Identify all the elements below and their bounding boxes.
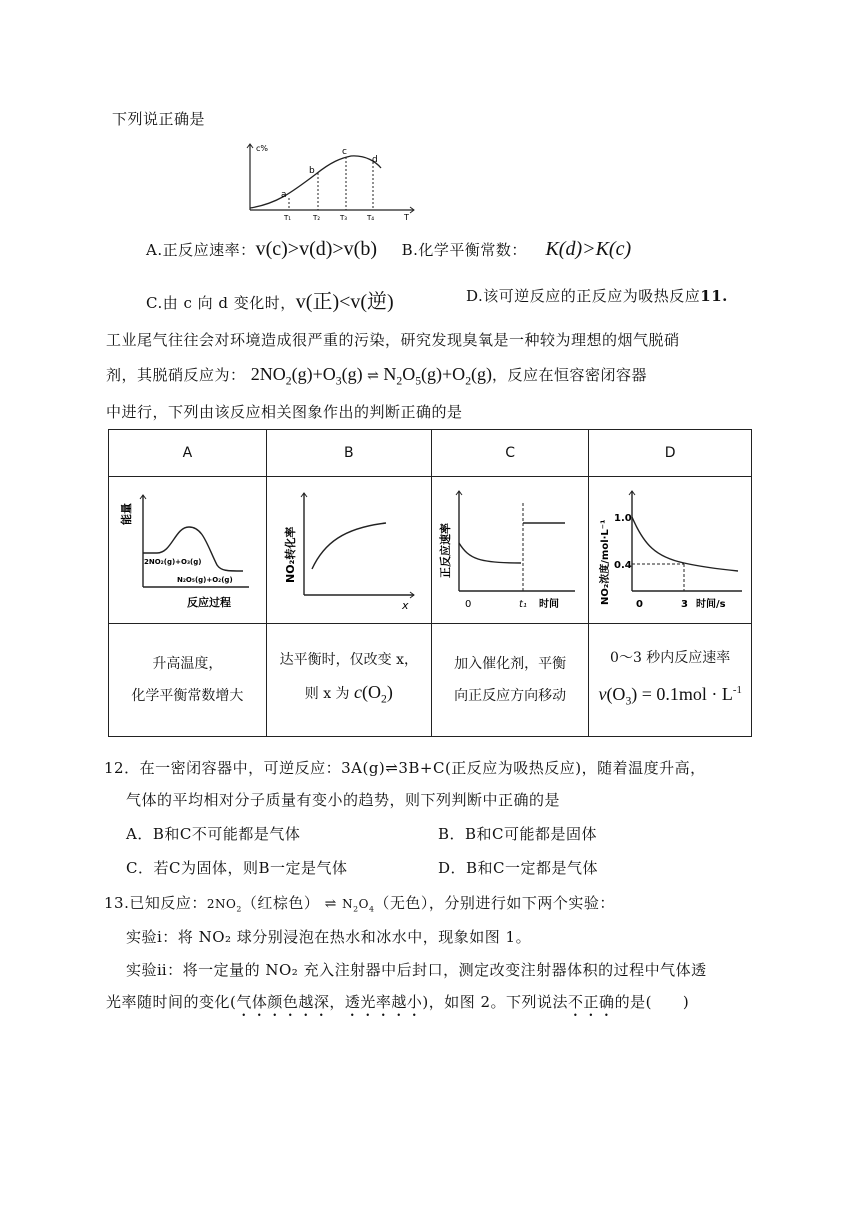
q12-option-c: C．若C为固体，则B一定是气体 (126, 859, 348, 877)
q11-options-table (108, 429, 752, 737)
q11-line2: 剂，其脱硝反应为： $2NO_2(g)+O_3(g)$ ⇌ $N_2O_5(g)+O_2(g)$，反应在恒容密闭容器 (106, 364, 648, 388)
svg-text:反应过程: 反应过程 (187, 596, 232, 609)
q11-figure-b-cell (266, 477, 431, 624)
svg-text:能量: 能量 (120, 503, 134, 525)
q11-desc-b: 达平衡时，仅改变 x， 则 x 为 $c(O_2)$ (266, 624, 431, 737)
svg-text:0: 0 (465, 599, 472, 610)
q10-option-b-math: K(d)>K(c) (545, 238, 632, 260)
q11-desc-d: 0～3 秒内反应速率 $v(O_3) = 0.1mol \cdot L^{-1}$ (589, 624, 752, 737)
svg-text:0: 0 (636, 599, 644, 610)
q11-desc-a: 升高温度， 化学平衡常数增大 (109, 624, 267, 737)
q11-figure-b-conversion-graph (274, 483, 424, 613)
q12-option-b: B．B和C可能都是固体 (438, 825, 598, 843)
q10-tick-t2: T₂ (313, 214, 321, 222)
q10-tick-t3: T₃ (340, 214, 348, 222)
q12-line2: 气体的平均相对分子质量有变小的趋势，则下列判断中正确的是 (126, 791, 561, 809)
q11-figure-a-cell (109, 477, 267, 624)
q11-number: 11. (700, 287, 728, 305)
q11-header-c: C (431, 430, 589, 477)
q13-experiment-2-line1: 实验ⅱ：将一定量的 NO₂ 充入注射器中后封口，测定改变注射器体积的过程中气体透 (126, 961, 707, 979)
q13-line1: 13.已知反应：$2NO_2$（红棕色） ⇌ $N_2O_4$（无色），分别进行如下两个实验： (104, 894, 615, 914)
q10-option-a-b (146, 238, 631, 261)
q13-experiment-2-line2: 光率随时间的变化(气体颜色越深，透光率越小)，如图 2。下列说法不正确的是( ) (106, 993, 690, 1011)
q10-option-d: D.该可逆反应的正反应为吸热反应11. (466, 287, 728, 305)
svg-text:时间: 时间 (539, 599, 560, 610)
svg-text:NO₂转化率: NO₂转化率 (283, 526, 297, 583)
svg-text:NO₂浓度/mol·L⁻¹: NO₂浓度/mol·L⁻¹ (600, 519, 612, 605)
svg-text:时间/s: 时间/s (696, 599, 726, 610)
q10-c-percent-graph (236, 138, 422, 226)
svg-text:3: 3 (681, 599, 689, 610)
q10-option-a-label: A.正反应速率： (146, 241, 256, 259)
q11-figure-c-rate-graph (435, 483, 585, 613)
q11-desc-d-math: $v(O_3) = 0.1mol \cdot L^{-1}$ (598, 684, 742, 708)
svg-text:2NO₂(g)+O₃(g): 2NO₂(g)+O₃(g) (144, 558, 202, 566)
q11-header-b: B (266, 430, 431, 477)
q11-figure-d-cell (589, 477, 752, 624)
q10-point-d: d (372, 155, 378, 165)
q10-tick-t1: T₁ (284, 214, 292, 222)
q10-ylabel: c% (256, 144, 268, 153)
q10-option-a-math: v(c)>v(d)>v(b) (255, 238, 378, 260)
q10-option-c-math: v(正)<v(逆) (295, 291, 394, 313)
q11-figure-a-energy-diagram (117, 483, 257, 613)
q10-point-c: c (342, 147, 347, 157)
q11-line1: 工业尾气往往会对环境造成很严重的污染，研究发现臭氧是一种较为理想的烟气脱硝 (106, 331, 680, 349)
q11-figure-d-concentration-graph (592, 483, 748, 613)
q10-stem: 下列说正确是 (112, 110, 206, 128)
q10-option-c-label: C.由 c 向 d 变化时， (146, 294, 296, 312)
q10-tick-t4: T₄ (367, 214, 375, 222)
q12-option-d: D．B和C一定都是气体 (438, 859, 599, 877)
q13-dotted-emphasis: 气体颜色越深，透光率越小 (236, 993, 423, 1011)
q10-option-b-label: B.化学平衡常数： (401, 241, 527, 259)
q11-equation: $2NO_2(g)+O_3(g)$ ⇌ $N_2O_5(g)+O_2(g)$ (250, 364, 493, 388)
q13-not-correct-emphasis: 不正确 (568, 993, 615, 1011)
q10-xlabel: T (404, 213, 409, 222)
svg-text:t₁: t₁ (519, 599, 528, 610)
q10-point-b: b (309, 166, 315, 176)
q11-figure-c-cell (431, 477, 589, 624)
q12-option-a: A．B和C不可能都是气体 (126, 825, 301, 843)
q11-desc-c: 加入催化剂，平衡 向正反应方向移动 (431, 624, 589, 737)
svg-text:x: x (401, 599, 409, 612)
svg-text:0.4: 0.4 (614, 560, 632, 571)
q10-point-a: a (281, 190, 287, 200)
q11-header-d: D (589, 430, 752, 477)
svg-text:N₂O₅(g)+O₂(g): N₂O₅(g)+O₂(g) (177, 576, 234, 584)
q13-experiment-1: 实验ⅰ：将 NO₂ 球分别浸泡在热水和冰水中，现象如图 1。 (126, 928, 532, 946)
q11-desc-b-math: $c(O_2)$ (354, 682, 393, 706)
svg-text:正反应速率: 正反应速率 (439, 523, 453, 578)
q10-option-c-d (146, 285, 394, 314)
q12-line1: 12．在一密闭容器中，可逆反应：3A(g)⇌3B+C(正反应为吸热反应)，随着温度升高， (104, 759, 706, 777)
q11-line3: 中进行，下列由该反应相关图象作出的判断正确的是 (106, 403, 463, 421)
svg-text:1.0: 1.0 (614, 513, 632, 524)
q11-header-a: A (109, 430, 267, 477)
